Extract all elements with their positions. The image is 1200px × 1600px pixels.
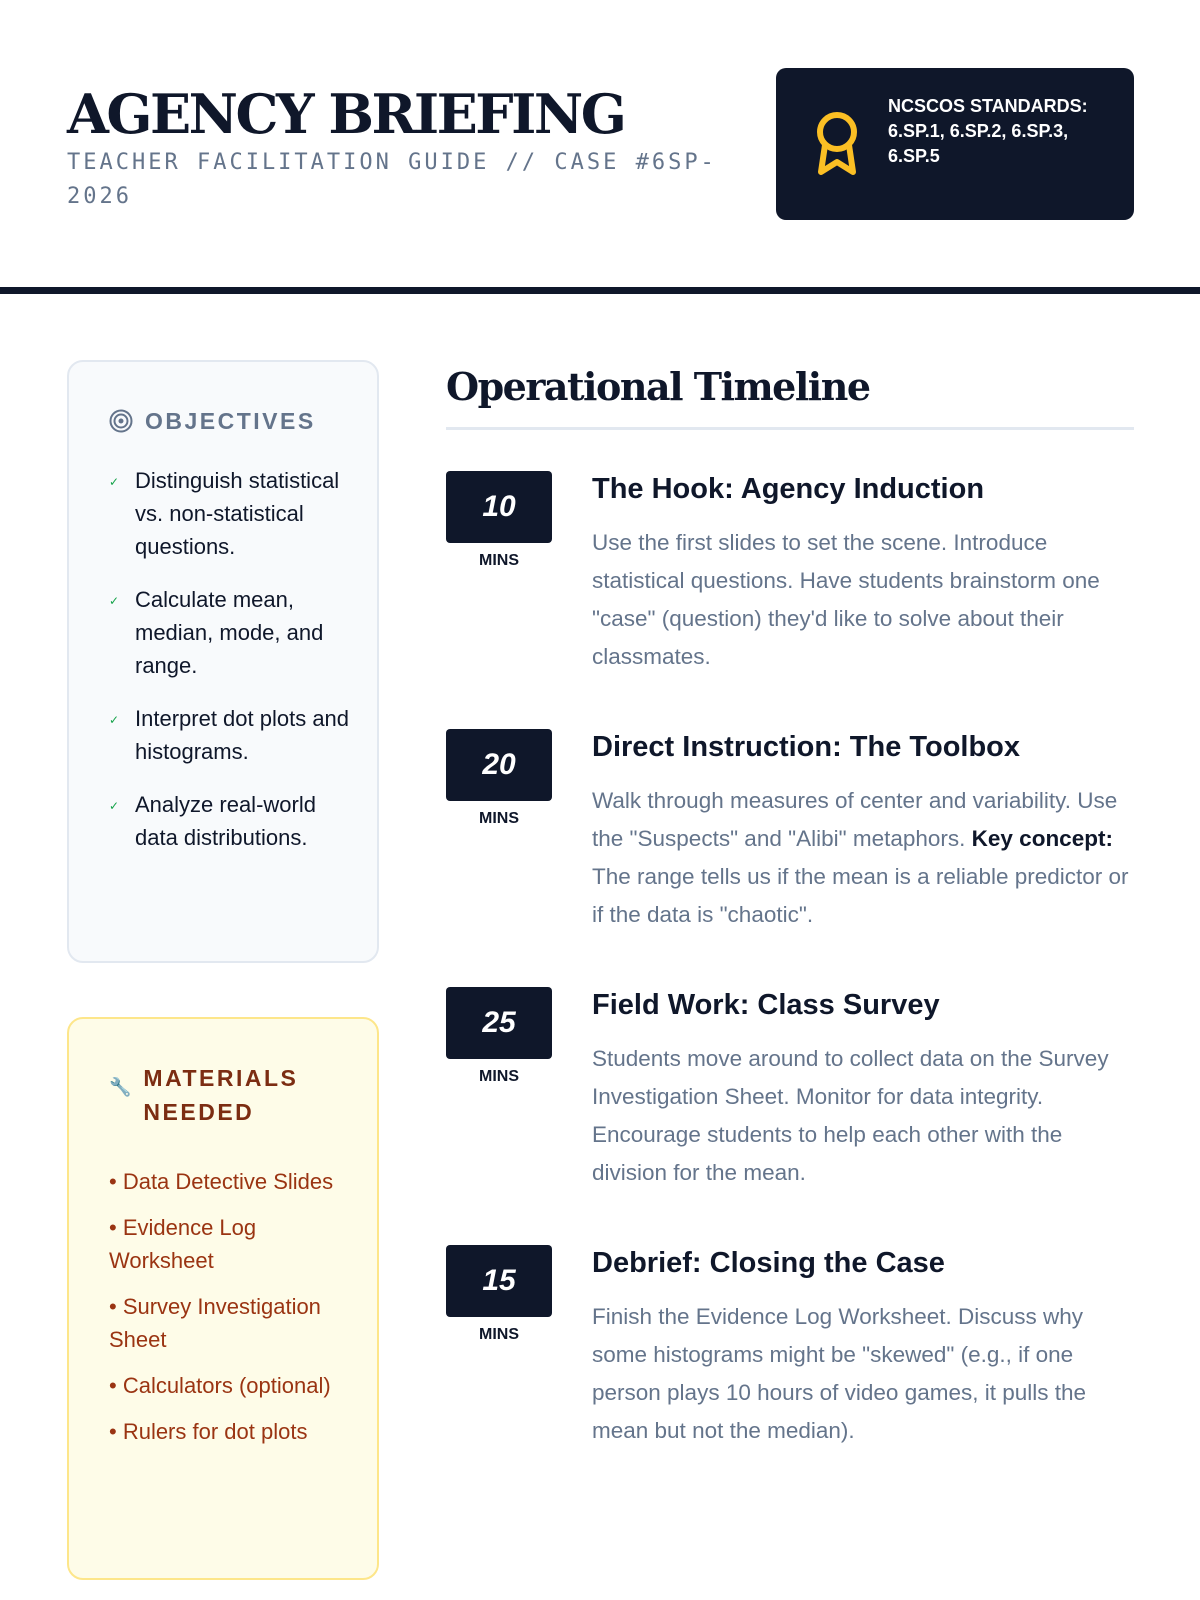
key-concept-label: Key concept: — [971, 826, 1113, 851]
timeline-item — [446, 728, 1134, 986]
timeline-list — [446, 470, 1134, 1502]
award-ribbon-icon — [812, 112, 862, 178]
wrench-icon: 🔧 — [109, 1077, 132, 1097]
objective-item: ✓ Analyze real-world data distributions. — [109, 788, 359, 854]
materials-title: MATERIALS NEEDED — [143, 1065, 299, 1125]
objective-item: ✓ Calculate mean, median, mode, and range. — [109, 583, 359, 682]
timeline-item-desc: Walk through measures of center and variability. Use the "Suspects" and "Alibi" metaphors. Key concept: The range tells us if the mean is a reliable predictor or if the data is "chaotic". — [592, 788, 1129, 927]
objective-item: ✓ Distinguish statistical vs. non-statistical questions. — [109, 464, 359, 563]
material-item: • Rulers for dot plots — [109, 1419, 308, 1444]
material-item: • Data Detective Slides — [109, 1169, 334, 1194]
objectives-list — [109, 464, 359, 874]
duration-unit: MINS — [479, 1068, 519, 1085]
material-item: • Evidence Log Worksheet — [109, 1215, 257, 1273]
page-title: AGENCY BRIEFING — [67, 82, 625, 146]
timeline-title: Operational Timeline — [446, 364, 870, 409]
check-icon: ✓ — [109, 799, 120, 813]
timeline-item-title: Direct Instruction: The Toolbox — [592, 731, 1021, 763]
timeline-item — [446, 1244, 1134, 1502]
duration-box: 15 — [446, 1245, 552, 1317]
materials-panel — [67, 1017, 379, 1580]
duration-box: 25 — [446, 987, 552, 1059]
duration-box: 10 — [446, 471, 552, 543]
timeline-item-title: Debrief: Closing the Case — [592, 1247, 945, 1279]
duration-unit: MINS — [479, 552, 519, 569]
objectives-title: OBJECTIVES — [145, 408, 316, 434]
timeline-item — [446, 470, 1134, 728]
timeline-item-title: Field Work: Class Survey — [592, 989, 940, 1021]
timeline-item-desc: Finish the Evidence Log Worksheet. Discuss why some histograms might be "skewed" (e.g., if one person plays 10 hours of video games, it pulls the mean but not the median). — [592, 1304, 1087, 1443]
timeline-item-desc: Students move around to collect data on the Survey Investigation Sheet. Monitor for data integrity. Encourage students to help each other with the division for the mean. — [592, 1046, 1109, 1185]
check-icon: ✓ — [109, 713, 120, 727]
standards-text: NCSCOS STANDARDS: 6.SP.1, 6.SP.2, 6.SP.3, 6.SP.5 — [888, 96, 1088, 166]
materials-header — [109, 1061, 333, 1129]
page-subtitle: TEACHER FACILITATION GUIDE // CASE #6SP-2026 — [67, 150, 717, 209]
timeline-divider — [446, 427, 1134, 430]
objectives-panel — [67, 360, 379, 963]
duration-box: 20 — [446, 729, 552, 801]
duration-unit: MINS — [479, 810, 519, 827]
check-icon: ✓ — [109, 475, 120, 489]
material-item: • Survey Investigation Sheet — [109, 1294, 321, 1352]
check-icon: ✓ — [109, 594, 120, 608]
objectives-header — [109, 404, 316, 438]
timeline-item — [446, 986, 1134, 1244]
page-header — [0, 0, 1200, 294]
duration-unit: MINS — [479, 1326, 519, 1343]
timeline-item-title: The Hook: Agency Induction — [592, 473, 985, 505]
target-icon — [109, 409, 133, 433]
objective-item: ✓ Interpret dot plots and histograms. — [109, 702, 359, 768]
material-item: • Calculators (optional) — [109, 1373, 331, 1398]
standards-badge — [776, 68, 1134, 220]
timeline-item-desc: Use the first slides to set the scene. Introduce statistical questions. Have students brainstorm one "case" (question) they'd like to solve about their classmates. — [592, 530, 1100, 669]
materials-list — [109, 1165, 349, 1461]
